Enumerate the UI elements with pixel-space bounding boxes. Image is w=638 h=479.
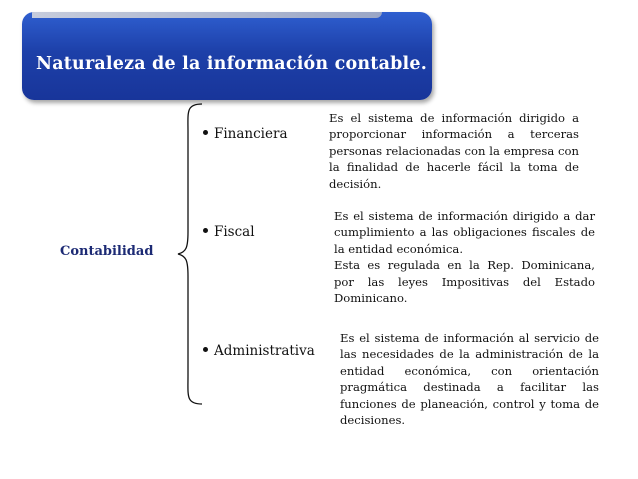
description-fiscal <box>334 208 595 306</box>
branch-financiera <box>203 126 288 142</box>
bullet-icon <box>203 347 208 352</box>
page-title: Naturaleza de la información contable. <box>36 54 428 74</box>
description-text: Es el sistema de información al servicio de las necesidades de la administración de la entidad económica, con orientación pragmática destinada a facilitar las funciones de planeación, control y toma de decisiones. <box>340 331 599 428</box>
description-text: Esta es regulada en la Rep. Dominicana, por las leyes Impositivas del Estado Dominicano. <box>334 258 595 306</box>
brace-icon <box>176 102 206 406</box>
bullet-icon <box>203 228 208 233</box>
title-banner <box>22 12 432 100</box>
branch-label: Financiera <box>214 126 288 142</box>
branch-label: Fiscal <box>214 224 255 240</box>
description-text: Es el sistema de información dirigido a dar cumplimiento a las obligaciones fiscales de la entidad económica. <box>334 209 595 256</box>
root-label: Contabilidad <box>60 244 154 259</box>
description-text: Es el sistema de información dirigido a proporcionar información a terceras personas relacionadas con la empresa con la finalidad de hacerle fácil la toma de decisión. <box>329 111 579 191</box>
branch-fiscal <box>203 224 255 240</box>
branch-administrativa <box>203 343 315 359</box>
description-administrativa <box>340 330 599 428</box>
bullet-icon <box>203 130 208 135</box>
branch-label: Administrativa <box>214 343 315 359</box>
description-financiera <box>329 110 579 192</box>
